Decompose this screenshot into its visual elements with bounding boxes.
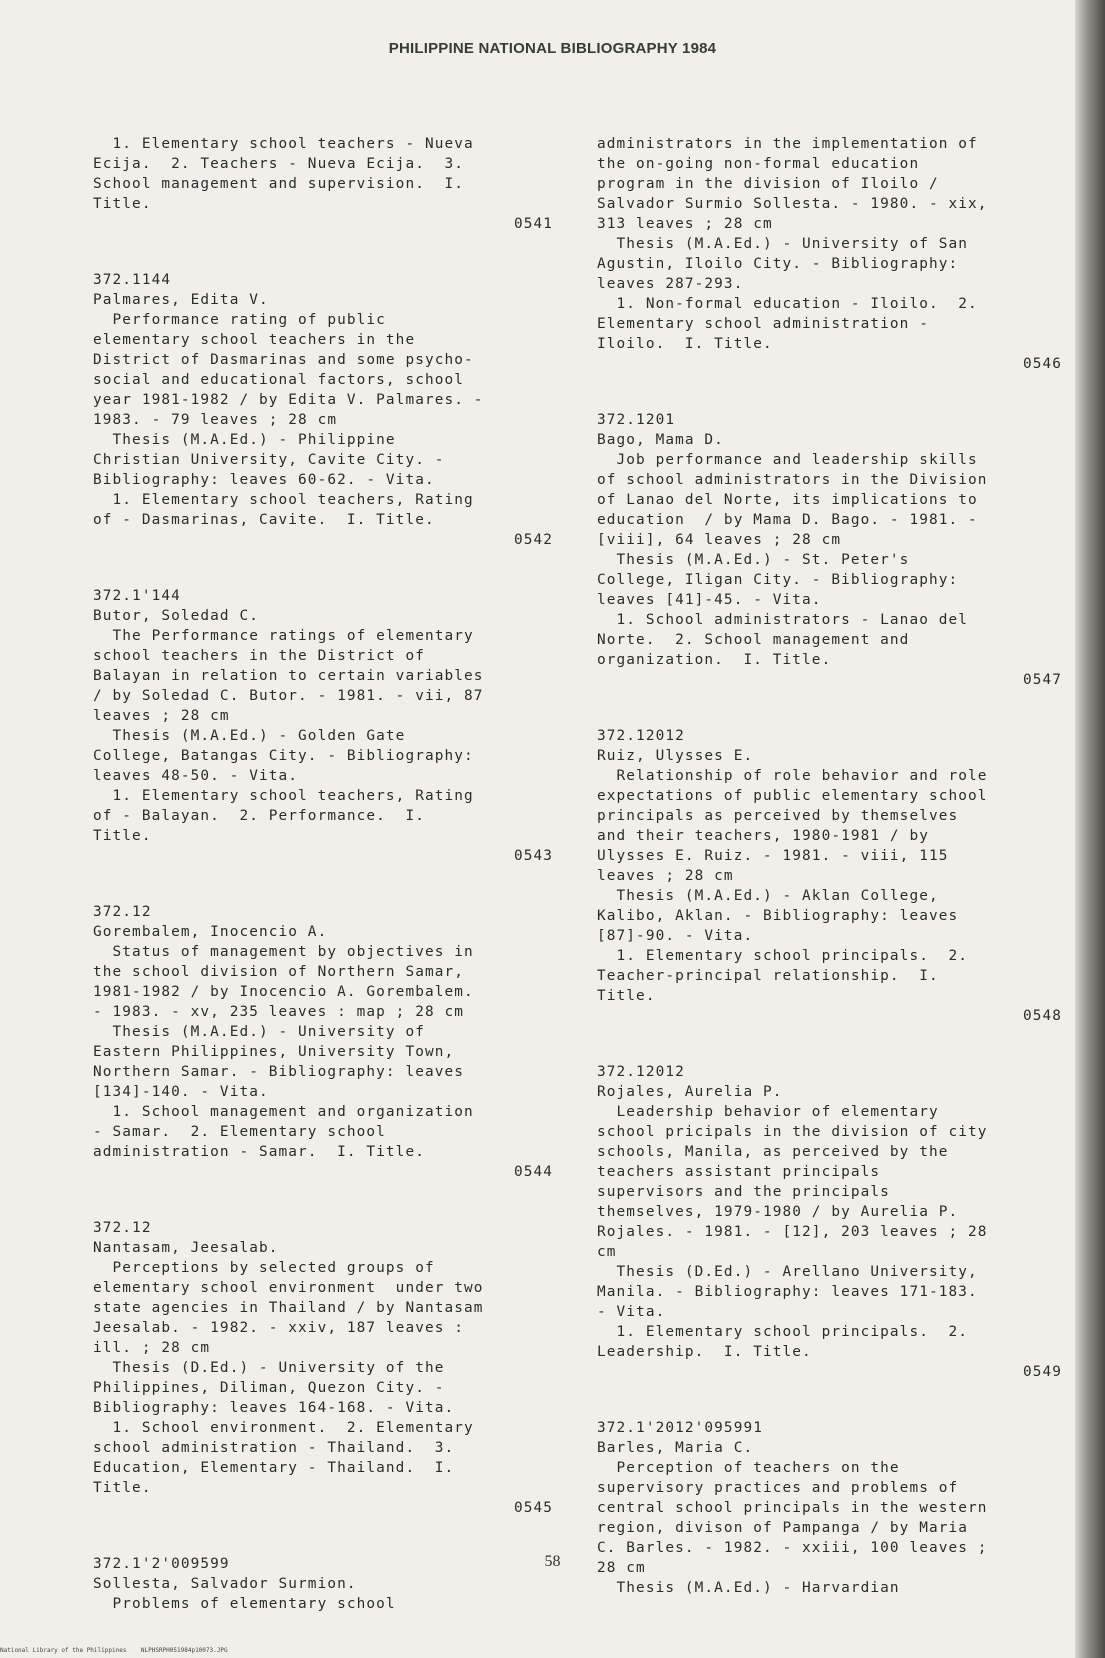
entry-line: 1. Elementary school teachers, Rating xyxy=(93,492,474,508)
entry-line: Christian University, Cavite City. - xyxy=(93,452,445,468)
entry-line: 1. Non-formal education - Iloilo. 2. xyxy=(597,296,978,312)
entry-line: themselves, 1979-1980 / by Aurelia P. xyxy=(597,1204,959,1220)
entry-line: Thesis (M.A.Ed.) - University of San xyxy=(597,236,969,252)
entry-line: Barles, Maria C. xyxy=(597,1440,754,1456)
entry-line: administrators in the implementation of xyxy=(597,136,978,152)
bibliography-entry xyxy=(597,726,1062,1026)
entry-line: 28 cm xyxy=(597,1560,646,1576)
entry-line: administration - Samar. I. Title. xyxy=(93,1144,425,1160)
entry-line: [viii], 64 leaves ; 28 cm xyxy=(597,532,842,548)
entry-line: social and educational factors, school xyxy=(93,372,465,388)
entry-line: Eastern Philippines, University Town, xyxy=(93,1044,455,1060)
entry-line: Agustin, Iloilo City. - Bibliography: xyxy=(597,256,959,272)
entry-line: Title. xyxy=(93,828,152,844)
entry-line: cm xyxy=(597,1244,617,1260)
entry-line: elementary school environment under two xyxy=(93,1280,484,1296)
entry-line: 313 leaves ; 28 cm xyxy=(597,216,773,232)
entry-line: Thesis (M.A.Ed.) - Philippine xyxy=(93,432,396,448)
entry-line: Norte. 2. School management and xyxy=(597,632,910,648)
entry-line: of Lanao del Norte, its implications to xyxy=(597,492,978,508)
entry-line: Leadership. I. Title. xyxy=(597,1344,812,1360)
entry-line: School management and supervision. I. xyxy=(93,176,465,192)
page-edge-shadow xyxy=(1075,0,1105,1658)
entry-line: Status of management by objectives in xyxy=(93,944,474,960)
entry-line: school administration - Thailand. 3. xyxy=(93,1440,455,1456)
entry-line: Rojales. - 1981. - [12], 203 leaves ; 28 xyxy=(597,1224,988,1240)
entry-line: leaves ; 28 cm xyxy=(93,708,230,724)
entry-line: 372.1201 xyxy=(597,412,676,428)
entry-line: school pricipals in the division of city xyxy=(597,1124,988,1140)
entry-line: Palmares, Edita V. xyxy=(93,292,269,308)
entry-line: Manila. - Bibliography: leaves 171-183. xyxy=(597,1284,978,1300)
entry-line: Ruiz, Ulysses E. xyxy=(597,748,754,764)
entry-line: region, divison of Pampanga / by Maria xyxy=(597,1520,969,1536)
entry-number: 0548 xyxy=(1022,1008,1062,1024)
entry-line: Thesis (M.A.Ed.) - Aklan College, xyxy=(597,888,939,904)
entry-line: Thesis (M.A.Ed.) - Harvardian xyxy=(597,1580,900,1596)
entry-line: Jeesalab. - 1982. - xxiv, 187 leaves : xyxy=(93,1320,465,1336)
entry-line: Bago, Mama D. xyxy=(597,432,724,448)
bibliography-entry xyxy=(597,134,1062,374)
entry-line: leaves 287-293. xyxy=(597,276,744,292)
entry-line: leaves 48-50. - Vita. xyxy=(93,768,299,784)
entry-line: expectations of public elementary school xyxy=(597,788,988,804)
entry-line: Perception of teachers on the xyxy=(597,1460,900,1476)
entry-line: Rojales, Aurelia P. xyxy=(597,1084,783,1100)
entry-line: Performance rating of public xyxy=(93,312,386,328)
entry-number: 0547 xyxy=(1022,672,1062,688)
entry-line: College, Batangas City. - Bibliography: xyxy=(93,748,474,764)
entry-line: state agencies in Thailand / by Nantasam xyxy=(93,1300,484,1316)
entry-line: / by Soledad C. Butor. - 1981. - vii, 87 xyxy=(93,688,484,704)
entry-line: of - Dasmarinas, Cavite. I. Title. xyxy=(93,512,435,528)
entry-line: Thesis (M.A.Ed.) - Golden Gate xyxy=(93,728,406,744)
entry-line: Education, Elementary - Thailand. I. xyxy=(93,1460,455,1476)
entry-line: [134]-140. - Vita. xyxy=(93,1084,269,1100)
entry-line: Ecija. 2. Teachers - Nueva Ecija. 3. xyxy=(93,156,465,172)
entry-line: Nantasam, Jeesalab. xyxy=(93,1240,279,1256)
entry-line: 372.12 xyxy=(93,904,152,920)
entry-line: Balayan in relation to certain variables xyxy=(93,668,484,684)
entry-line: 372.12012 xyxy=(597,1064,685,1080)
entry-number: 0549 xyxy=(1022,1364,1062,1380)
entry-line: Perceptions by selected groups of xyxy=(93,1260,435,1276)
entry-line: 1. Elementary school teachers - Nueva xyxy=(93,136,474,152)
entry-line: leaves ; 28 cm xyxy=(597,868,734,884)
page-header: PHILIPPINE NATIONAL BIBLIOGRAPHY 1984 xyxy=(388,40,717,57)
left-column xyxy=(93,134,553,1650)
entry-line: supervisors and the principals xyxy=(597,1184,890,1200)
entry-line: the on-going non-formal education xyxy=(597,156,920,172)
entry-line: 1. Elementary school teachers, Rating xyxy=(93,788,474,804)
entry-line: 1. School management and organization xyxy=(93,1104,474,1120)
bibliography-entry xyxy=(597,1418,1062,1598)
entry-line: leaves [41]-45. - Vita. xyxy=(597,592,822,608)
entry-line: District of Dasmarinas and some psycho- xyxy=(93,352,474,368)
entry-line: 372.12 xyxy=(93,1220,152,1236)
entry-number: 0542 xyxy=(513,532,553,548)
entry-line: Thesis (M.A.Ed.) - University of xyxy=(93,1024,425,1040)
entry-number: 0546 xyxy=(1022,356,1062,372)
entry-line: Problems of elementary school xyxy=(93,1596,396,1612)
entry-line: Gorembalem, Inocencio A. xyxy=(93,924,328,940)
entry-line: College, Iligan City. - Bibliography: xyxy=(597,572,959,588)
bibliography-entry xyxy=(93,270,553,550)
entry-line: Leadership behavior of elementary xyxy=(597,1104,939,1120)
bibliography-entry xyxy=(597,410,1062,690)
entry-line: - Samar. 2. Elementary school xyxy=(93,1124,386,1140)
bibliography-entry xyxy=(93,586,553,866)
bibliography-entry xyxy=(93,902,553,1182)
entry-line: supervisory practices and problems of xyxy=(597,1480,959,1496)
entry-line: 1. School environment. 2. Elementary xyxy=(93,1420,474,1436)
entry-line: Title. xyxy=(597,988,656,1004)
entry-line: - 1983. - xv, 235 leaves : map ; 28 cm xyxy=(93,1004,465,1020)
entry-line: 1981-1982 / by Inocencio A. Gorembalem. xyxy=(93,984,474,1000)
entry-line: the school division of Northern Samar, xyxy=(93,964,465,980)
entry-line: program in the division of Iloilo / xyxy=(597,176,939,192)
entry-line: education / by Mama D. Bago. - 1981. - xyxy=(597,512,978,528)
entry-line: Sollesta, Salvador Surmion. xyxy=(93,1576,357,1592)
entry-line: Title. xyxy=(93,1480,152,1496)
entry-number: 0545 xyxy=(513,1500,553,1516)
entry-line: schools, Manila, as perceived by the xyxy=(597,1144,949,1160)
entry-number: 0541 xyxy=(513,216,553,232)
entry-line: 1. School administrators - Lanao del xyxy=(597,612,969,628)
entry-line: 1. Elementary school principals. 2. xyxy=(597,948,969,964)
entry-line: teachers assistant principals xyxy=(597,1164,881,1180)
entry-line: Teacher-principal relationship. I. xyxy=(597,968,939,984)
page-number: 58 xyxy=(544,1553,561,1570)
entry-line: elementary school teachers in the xyxy=(93,332,416,348)
entry-line: year 1981-1982 / by Edita V. Palmares. - xyxy=(93,392,484,408)
entry-line: Iloilo. I. Title. xyxy=(597,336,773,352)
entry-line: The Performance ratings of elementary xyxy=(93,628,474,644)
entry-line: 372.1144 xyxy=(93,272,172,288)
entry-line: of school administrators in the Division xyxy=(597,472,988,488)
entry-line: Thesis (M.A.Ed.) - St. Peter's xyxy=(597,552,910,568)
entry-line: Thesis (D.Ed.) - Arellano University, xyxy=(597,1264,978,1280)
bibliography-entry xyxy=(93,134,553,234)
entry-line: C. Barles. - 1982. - xxiii, 100 leaves ; xyxy=(597,1540,988,1556)
entry-line: central school principals in the western xyxy=(597,1500,988,1516)
entry-number: 0544 xyxy=(513,1164,553,1180)
bibliography-entry xyxy=(597,1062,1062,1382)
scan-caption: National Library of the Philippines NLPHSRPH051984p10073.JPG xyxy=(0,1647,228,1654)
entry-line: Philippines, Diliman, Quezon City. - xyxy=(93,1380,445,1396)
entry-line: Thesis (D.Ed.) - University of the xyxy=(93,1360,445,1376)
entry-line: Title. xyxy=(93,196,152,212)
entry-line: ill. ; 28 cm xyxy=(93,1340,211,1356)
entry-line: 372.1'2012'095991 xyxy=(597,1420,763,1436)
entry-line: Bibliography: leaves 164-168. - Vita. xyxy=(93,1400,455,1416)
entry-number: 0543 xyxy=(513,848,553,864)
entry-line: 372.12012 xyxy=(597,728,685,744)
entry-line: Kalibo, Aklan. - Bibliography: leaves xyxy=(597,908,959,924)
entry-line: Bibliography: leaves 60-62. - Vita. xyxy=(93,472,435,488)
entry-line: Butor, Soledad C. xyxy=(93,608,259,624)
entry-line: principals as perceived by themselves xyxy=(597,808,959,824)
entry-line: [87]-90. - Vita. xyxy=(597,928,754,944)
entry-line: - Vita. xyxy=(597,1304,666,1320)
entry-line: 372.1'2'009599 xyxy=(93,1556,230,1572)
right-column xyxy=(597,134,1062,1634)
entry-line: Salvador Surmio Sollesta. - 1980. - xix, xyxy=(597,196,988,212)
bibliography-entry xyxy=(93,1218,553,1518)
entry-line: school teachers in the District of xyxy=(93,648,425,664)
entry-line: of - Balayan. 2. Performance. I. xyxy=(93,808,425,824)
entry-line: Northern Samar. - Bibliography: leaves xyxy=(93,1064,465,1080)
entry-line: Relationship of role behavior and role xyxy=(597,768,988,784)
entry-line: organization. I. Title. xyxy=(597,652,832,668)
entry-line: 372.1'144 xyxy=(93,588,181,604)
entry-line: Elementary school administration - xyxy=(597,316,929,332)
entry-line: Ulysses E. Ruiz. - 1981. - viii, 115 xyxy=(597,848,949,864)
entry-line: Job performance and leadership skills xyxy=(597,452,978,468)
entry-line: 1. Elementary school principals. 2. xyxy=(597,1324,969,1340)
entry-line: 1983. - 79 leaves ; 28 cm xyxy=(93,412,338,428)
entry-line: and their teachers, 1980-1981 / by xyxy=(597,828,929,844)
